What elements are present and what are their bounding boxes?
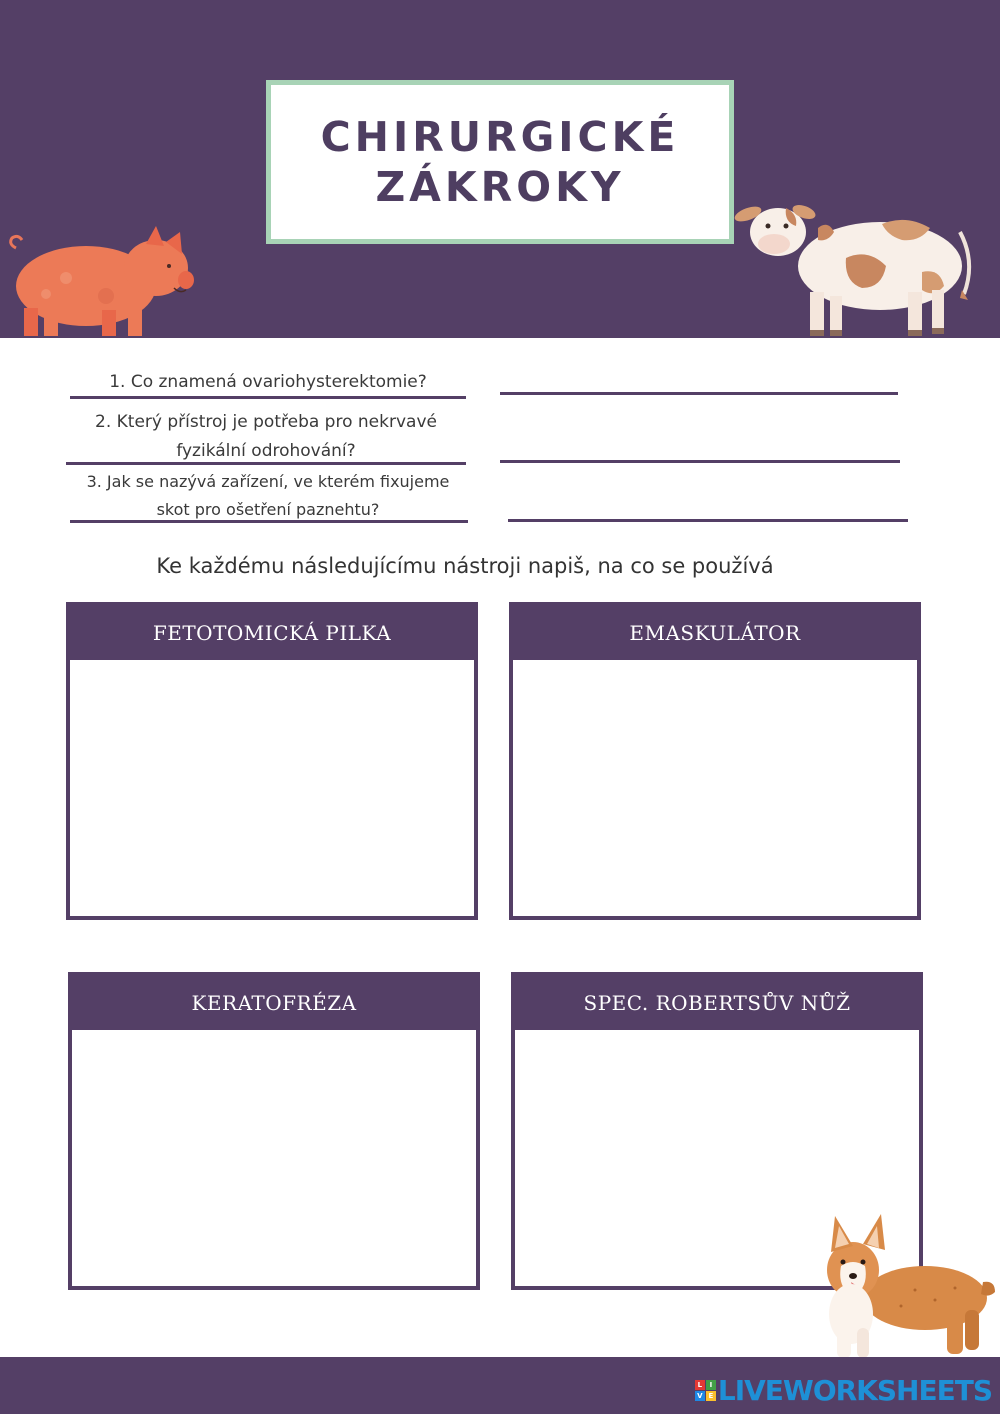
liveworksheets-logo-icon	[695, 1380, 716, 1401]
card-title: KERATOFRÉZA	[72, 976, 476, 1030]
question-3-underline	[70, 520, 468, 523]
answer-1-field[interactable]	[500, 392, 898, 395]
logo-letter: L	[695, 1380, 705, 1390]
title-line-1: CHIRURGICKÉ	[320, 113, 680, 161]
liveworksheets-brand-text: LIVEWORKSHEETS	[717, 1374, 992, 1407]
answer-3-field[interactable]	[508, 519, 908, 522]
question-3-line-2: skot pro ošetření paznehtu?	[156, 500, 380, 519]
card-fetotomicka-pilka	[66, 602, 478, 920]
instruction-text: Ke každému následujícímu nástroji napiš, na co se používá	[156, 554, 774, 578]
card-answer-area[interactable]	[70, 660, 474, 916]
title-line-2: ZÁKROKY	[375, 163, 625, 211]
card-answer-area[interactable]	[72, 1030, 476, 1286]
title-box	[266, 80, 734, 244]
answer-2-field[interactable]	[500, 460, 900, 463]
question-3	[70, 468, 466, 524]
card-keratofreza	[68, 972, 480, 1290]
question-2-underline	[66, 462, 466, 465]
card-title: EMASKULÁTOR	[513, 606, 917, 660]
logo-letter: V	[695, 1391, 705, 1401]
question-2-line-1: 2. Který přístroj je potřeba pro nekrvavé	[95, 412, 437, 432]
card-title: SPEC. ROBERTSŮV NŮŽ	[515, 976, 919, 1030]
card-title: FETOTOMICKÁ PILKA	[70, 606, 474, 660]
question-2	[66, 408, 466, 466]
logo-letter: E	[706, 1391, 716, 1401]
corgi-illustration	[815, 1210, 997, 1362]
question-3-line-1: 3. Jak se nazývá zařízení, ve kterém fixujeme	[86, 472, 450, 491]
pig-illustration	[6, 218, 198, 338]
logo-letter: I	[706, 1380, 716, 1390]
question-2-line-2: fyzikální odrohování?	[176, 441, 356, 461]
liveworksheets-logo[interactable]	[695, 1374, 992, 1407]
card-answer-area[interactable]	[513, 660, 917, 916]
question-1-underline	[70, 396, 466, 399]
question-1: 1. Co znamená ovariohysterektomie?	[109, 372, 427, 392]
cow-illustration	[732, 192, 978, 340]
card-emaskulator	[509, 602, 921, 920]
